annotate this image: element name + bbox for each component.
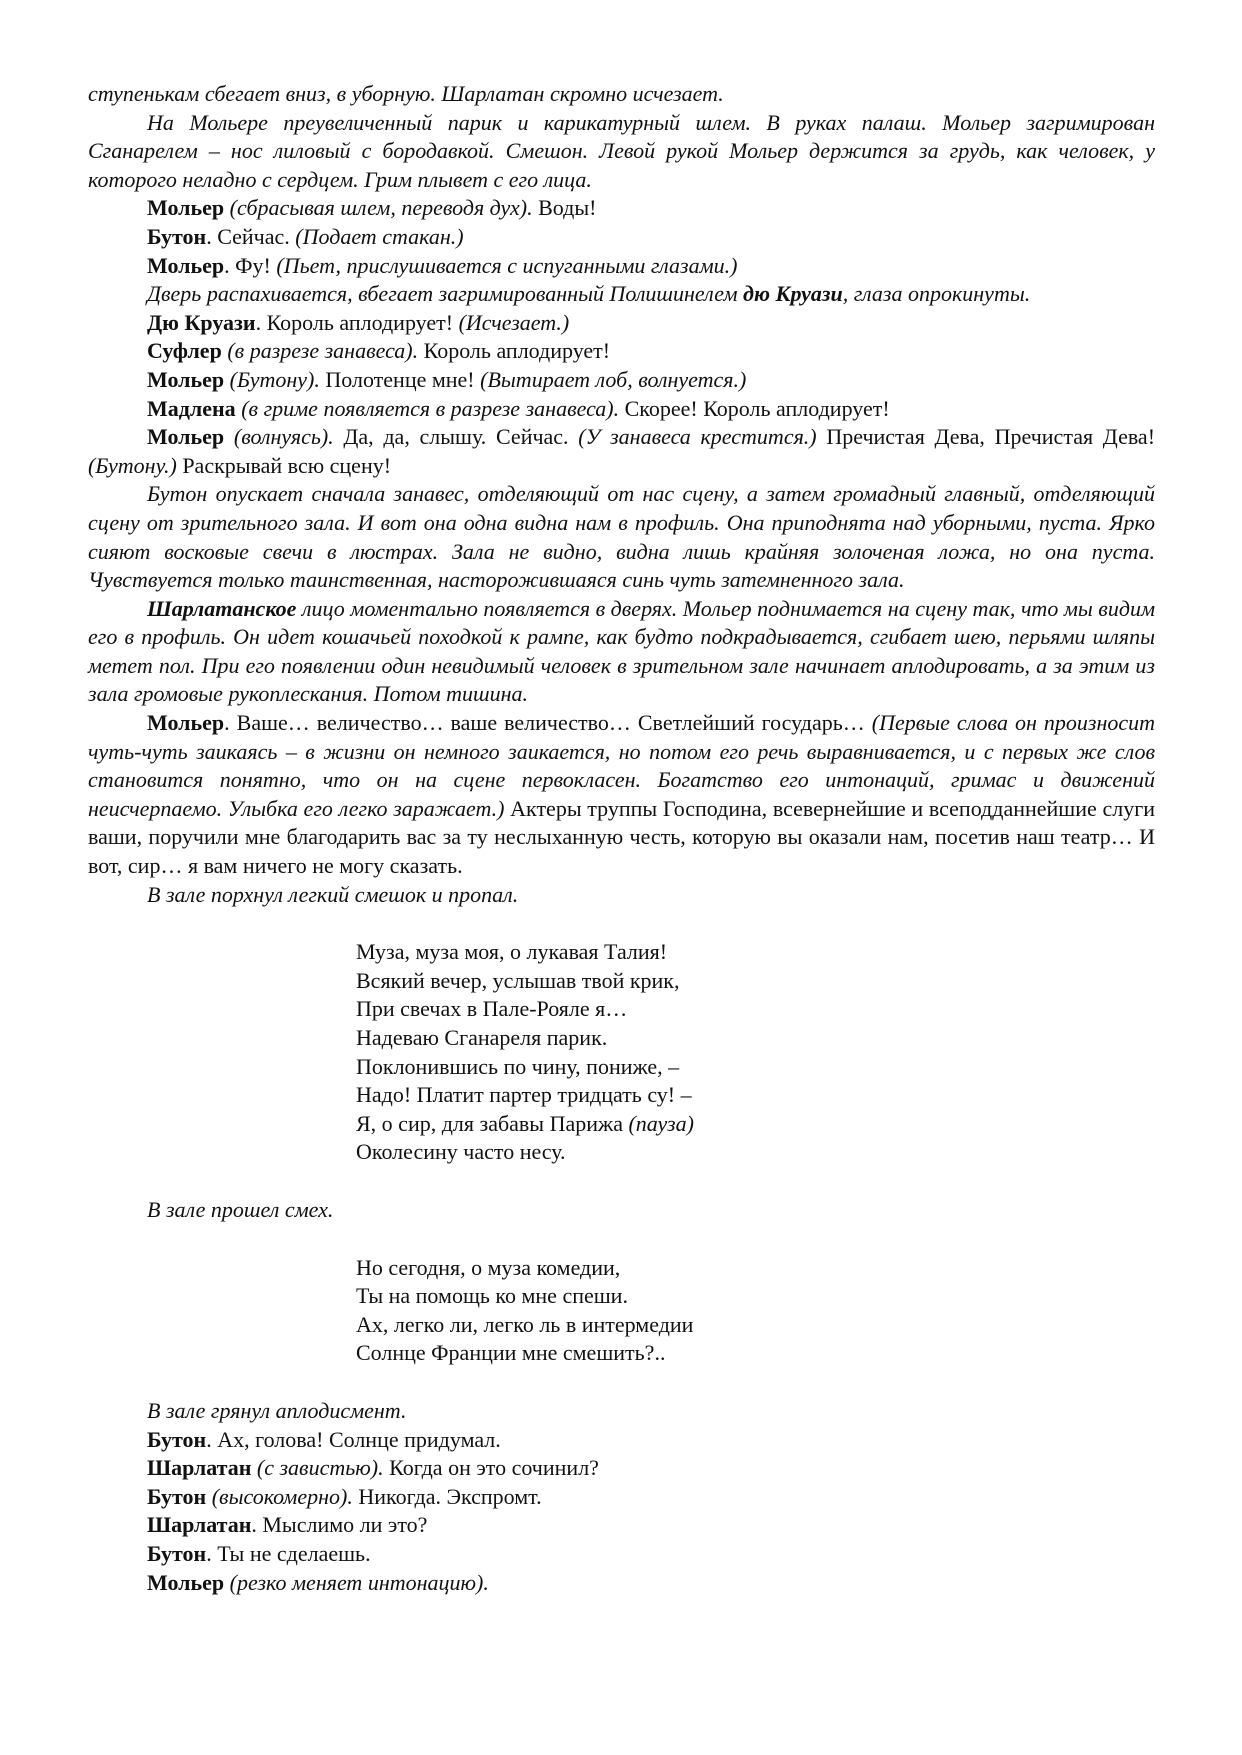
character-name: дю Круази xyxy=(743,281,843,307)
dialogue-line xyxy=(88,395,1155,424)
verse-line: Поклонившись по чину, пониже, – xyxy=(356,1053,680,1079)
remark: (Вытирает лоб, волнуется.) xyxy=(480,366,747,392)
speech: . Фу! xyxy=(224,252,271,278)
stage-direction: В зале грянул аплодисмент. xyxy=(147,1397,407,1423)
remark: (сбрасывая шлем, переводя дух). xyxy=(229,195,533,221)
verse-line: Всякий вечер, услышав твой крик, xyxy=(356,967,680,993)
stage-direction: На Мольере преувеличенный парик и карикатурный шлем. В руках палаш. Мольер загримирован Сганарелем – нос лиловый с бородавкой. Смешон. Левой рукой Мольер держится за грудь, как человек, у которого неладно с сердцем. Грим плывет с его лица. xyxy=(88,109,1155,192)
dialogue-line xyxy=(88,309,1155,338)
remark: (Первые слова он произносит чуть-чуть заикаясь – в жизни он немного заикается, но потом его речь выравнивается, и с первых же слов становится понятно, что он на сцене первокласен. Богатство его интонаций, гримас и движений неисчерпаемо. Улыбка его легко заражает.) xyxy=(88,710,1156,821)
verse-line xyxy=(356,1110,1155,1139)
dialogue-line xyxy=(88,1511,1155,1540)
play-page xyxy=(88,80,1155,1597)
character-name: Шарлатан xyxy=(147,1512,252,1538)
remark: (волнуясь). xyxy=(233,424,334,450)
character-name: Мольер xyxy=(147,195,225,221)
remark: (пауза) xyxy=(628,1110,694,1136)
direction-text: лицо моментально появляется в дверях. Мольер поднимается на сцену так, что мы видим его в профиль. Он идет кошачьей походкой к рампе, как будто подкрадывается, сгибает шею, перьями шляпы метет пол. При его появлении один невидимый человек в зрительном зале начинает аплодировать, а за этим из зала громовые рукоплескания. Потом тишина. xyxy=(88,595,1156,707)
verse-line: При свечах в Пале-Рояле я… xyxy=(356,996,628,1022)
remark: (в разрезе занавеса). xyxy=(227,338,419,364)
stage-direction xyxy=(88,280,1155,309)
speech: Актеры труппы Господина, всевернейшие и всеподданнейшие слуги ваши, поручили мне благодарить вас за ту неслыханную честь, которую вы оказали нам, посетив наш театр… И вот, сир… я вам ничего не могу сказать. xyxy=(88,795,1156,879)
remark: (Подает стакан.) xyxy=(295,223,464,249)
remark: (резко меняет интонацию). xyxy=(229,1569,489,1595)
dialogue-line xyxy=(88,223,1155,252)
direction-text: Дверь распахивается, вбегает загримированный Полишинелем xyxy=(147,281,738,307)
speech: Раскрывай всю сцену! xyxy=(182,452,392,478)
speech: Воды! xyxy=(538,195,597,221)
speech: . Ты не сделаешь. xyxy=(206,1540,371,1566)
verse-line: Надо! Платит партер тридцать су! – xyxy=(356,1082,692,1108)
speech: . Сейчас. xyxy=(206,223,290,249)
speech: Пречистая Дева, Пречистая Дева! xyxy=(826,424,1156,450)
dialogue-line xyxy=(88,1483,1155,1512)
verse-line: Околесину часто несу. xyxy=(356,1139,566,1165)
remark: (высокомерно). xyxy=(211,1483,353,1509)
direction-text: , глаза опрокинуты. xyxy=(842,281,1031,307)
speech: Никогда. Экспромт. xyxy=(358,1483,542,1509)
remark: (Пьет, прислушивается с испуганными глазами.) xyxy=(276,252,738,278)
remark: (Бутону). xyxy=(229,366,320,392)
verse-line: Надеваю Сганареля парик. xyxy=(356,1025,608,1050)
speech: Король аплодирует! xyxy=(423,338,611,364)
character-name: Суфлер xyxy=(147,338,222,364)
verse-text: Я, о сир, для забавы Парижа xyxy=(356,1110,623,1136)
speech: . Мыслимо ли это? xyxy=(251,1512,428,1538)
stage-direction: ступенькам сбегает вниз, в уборную. Шарлатан скромно исчезает. xyxy=(88,81,724,106)
character-name: Дю Круази xyxy=(147,309,256,335)
character-name: Бутон xyxy=(147,223,207,249)
character-name: Мольер xyxy=(147,366,225,392)
speech: Скорее! Король аплодирует! xyxy=(624,395,890,421)
speech: Да, да, слышу. Сейчас. xyxy=(343,424,569,450)
speech: Полотенце мне! xyxy=(325,366,475,392)
dialogue-line xyxy=(88,423,1155,480)
character-name: Мольер xyxy=(147,1569,225,1595)
dialogue-line xyxy=(88,1454,1155,1483)
character-name: Бутон xyxy=(147,1540,207,1566)
dialogue-line xyxy=(88,1569,1155,1598)
emphasis: Шарлатанское xyxy=(147,595,297,621)
dialogue-line xyxy=(88,709,1155,881)
verse-line: Солнце Франции мне смешить?.. xyxy=(356,1340,666,1366)
dialogue-line xyxy=(88,1426,1155,1455)
remark: (У занавеса крестится.) xyxy=(578,424,817,450)
dialogue-line xyxy=(88,252,1155,281)
verse-block xyxy=(356,1254,1155,1368)
speech: . Ваше… величество… ваше величество… Светлейший государь… xyxy=(224,710,865,736)
character-name: Мольер xyxy=(147,252,225,278)
verse-line: Ах, легко ли, легко ль в интермедии xyxy=(356,1311,694,1337)
stage-direction: В зале прошел смех. xyxy=(147,1196,334,1222)
speech: . Король аплодирует! xyxy=(255,309,454,335)
character-name: Мадлена xyxy=(147,395,236,421)
character-name: Мольер xyxy=(147,424,225,450)
remark: (с завистью). xyxy=(256,1455,384,1481)
remark: (Исчезает.) xyxy=(458,309,570,335)
dialogue-line xyxy=(88,337,1155,366)
remark: (в гриме появляется в разрезе занавеса). xyxy=(241,395,620,421)
speech: Когда он это сочинил? xyxy=(389,1455,599,1481)
character-name: Бутон xyxy=(147,1426,207,1452)
verse-block xyxy=(356,938,1155,1167)
dialogue-line xyxy=(88,1540,1155,1569)
dialogue-line xyxy=(88,366,1155,395)
verse-line: Но сегодня, о муза комедии, xyxy=(356,1254,621,1280)
remark: (Бутону.) xyxy=(88,452,177,478)
character-name: Бутон xyxy=(147,1483,207,1509)
stage-direction xyxy=(88,595,1155,709)
dialogue-line xyxy=(88,194,1155,223)
character-name: Мольер xyxy=(147,710,225,736)
verse-line: Ты на помощь ко мне спеши. xyxy=(356,1283,628,1309)
stage-direction: В зале порхнул легкий смешок и пропал. xyxy=(147,881,519,907)
verse-line: Муза, муза моя, о лукавая Талия! xyxy=(356,939,668,965)
stage-direction: Бутон опускает сначала занавес, отделяющий от нас сцену, а затем громадный главный, отделяющий сцену от зрительного зала. И вот она одна видна нам в профиль. Она приподнята над уборными, пуста. Ярко сияют восковые свечи в люстрах. Зала не видно, видна лишь крайняя золоченая ложа, но она пуста. Чувствуется только таинственная, насторожившаяся синь чуть затемненного зала. xyxy=(88,481,1155,593)
speech: . Ах, голова! Солнце придумал. xyxy=(206,1426,501,1452)
character-name: Шарлатан xyxy=(147,1455,252,1481)
